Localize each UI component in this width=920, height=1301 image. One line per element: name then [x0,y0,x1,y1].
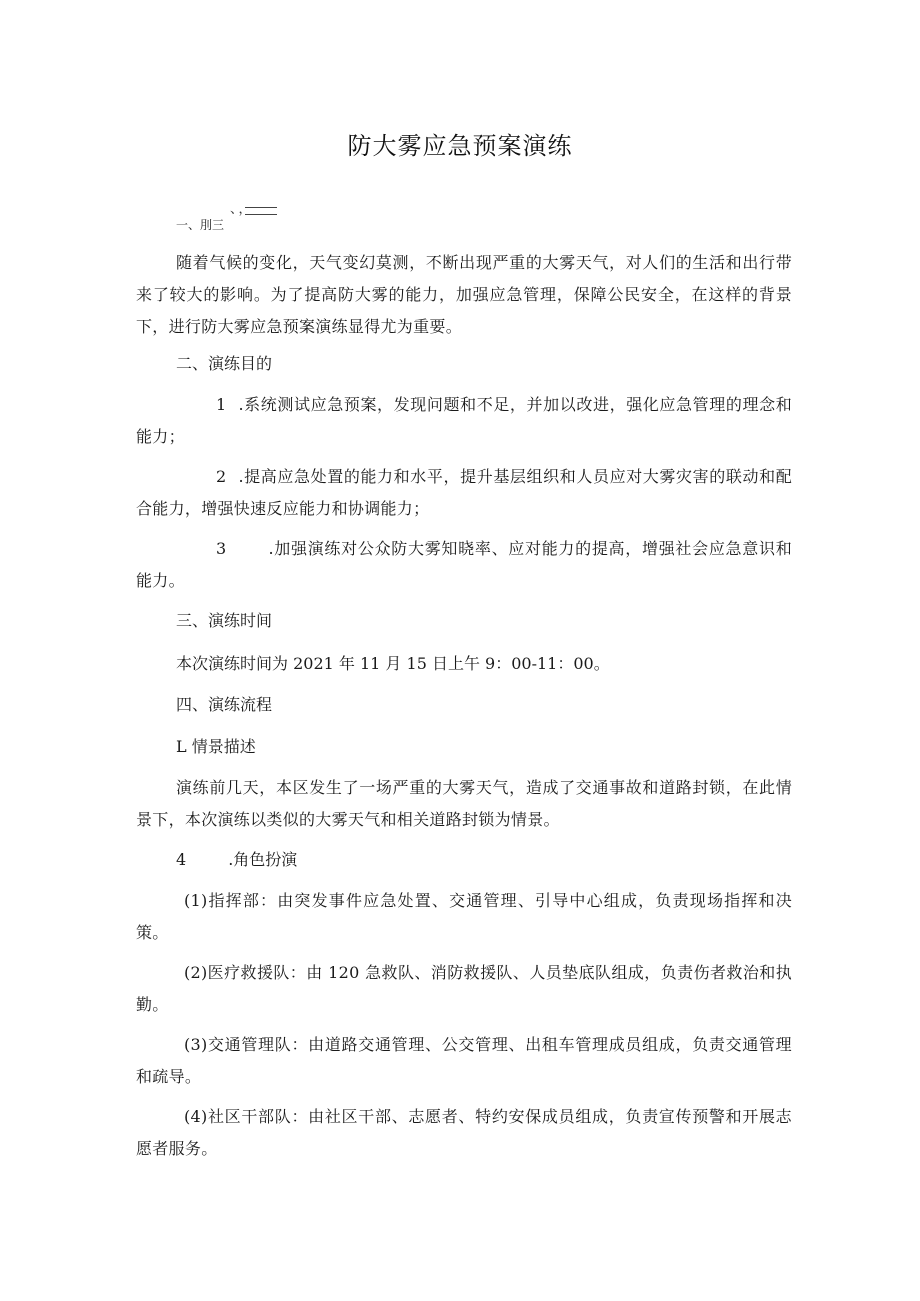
section-2-item-1 [136,389,792,453]
scan-artifact-rule [245,207,277,208]
subsection-2-heading [176,844,297,876]
item-number: 1 [216,395,227,414]
role-item-4: (4)社区干部队：由社区干部、志愿者、特约安保成员组成，负责宣传预警和开展志愿者服务。 [136,1107,792,1158]
item-text: .系统测试应急预案，发现问题和不足，并加以改进，强化应急管理的理念和能力； [136,395,792,446]
item-text: .加强演练对公众防大雾知晓率、应对能力的提高，增强社会应急意识和能力。 [136,539,792,590]
section-3-heading: 三、演练时间 [176,611,273,630]
scan-artifact-mark: 、， [230,202,254,217]
item-text: .提高应急处置的能力和水平，提升基层组织和人员应对大雾灾害的联动和配合能力，增强快速反应能力和协调能力； [136,467,792,518]
subsection-title: .角色扮演 [228,850,298,869]
document-title: 防大雾应急预案演练 [347,132,573,160]
role-item-2: (2)医疗救援队：由 120 急救队、消防救援队、人员垫底队组成，负责伤者救治和执勤。 [136,963,792,1014]
subsection-1-heading: L 情景描述 [176,737,256,756]
role-item-1: (1)指挥部：由突发事件应急处置、交通管理、引导中心组成，负责现场指挥和决策。 [136,891,792,942]
section-3-text: 本次演练时间为 2021 年 11 月 15 日上午 9：00-11：00。 [176,654,610,673]
section-2-heading: 二、演练目的 [176,354,273,373]
role-item-3: (3)交通管理队：由道路交通管理、公交管理、出租车管理成员组成，负责交通管理和疏导。 [136,1035,792,1086]
item-number: 3 [216,539,227,558]
section-2-item-2 [136,461,792,525]
section-1-heading: 一、刖三 [176,218,225,232]
section-4-heading: 四、演练流程 [176,695,273,714]
section-2-item-3 [136,533,792,597]
subsection-number: 4 [176,850,187,869]
subsection-1-text: 演练前几天，本区发生了一场严重的大雾天气，造成了交通事故和道路封锁，在此情景下，本次演练以类似的大雾天气和相关道路封锁为情景。 [136,778,792,829]
scan-artifact-rule [245,214,277,215]
item-number: 2 [216,467,227,486]
section-1-paragraph: 随着气候的变化，天气变幻莫测，不断出现严重的大雾天气，对人们的生活和出行带来了较大的影响。为了提高防大雾的能力，加强应急管理，保障公民安全，在这样的背景下，进行防大雾应急预案演练显得尤为重要。 [136,253,792,336]
